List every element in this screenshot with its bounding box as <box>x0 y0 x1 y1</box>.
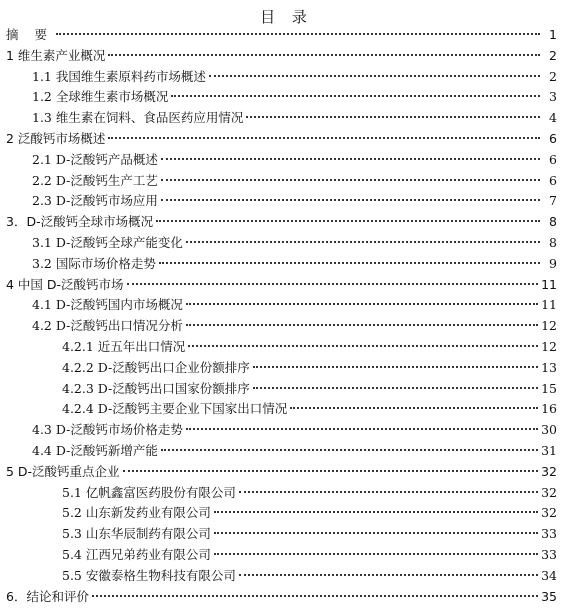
dot-leader <box>290 407 538 409</box>
toc-entry-title: 3.2 国际市场价格走势 <box>32 255 156 271</box>
toc-entry-page-number: 32 <box>541 484 557 500</box>
toc-entry[interactable] <box>0 25 573 46</box>
toc-entry-title: 4.2.2 D-泛酸钙出口企业份额排序 <box>62 359 250 375</box>
toc-entry-page-number: 9 <box>549 255 557 271</box>
toc-title: 目 录 <box>260 8 313 26</box>
toc-entry[interactable] <box>0 420 573 441</box>
dot-leader <box>186 303 538 305</box>
toc-entry-title: 4 中国 D-泛酸钙市场 <box>6 276 124 292</box>
toc-entry-title: 3.1 D-泛酸钙全球产能变化 <box>32 234 183 250</box>
toc-entry-page-number: 1 <box>549 27 557 42</box>
toc-entry-page-number: 33 <box>541 526 557 542</box>
toc-entry-title: 4.2.4 D-泛酸钙主要企业下国家出口情况 <box>62 401 288 417</box>
toc-entry[interactable] <box>0 191 573 212</box>
dot-leader <box>161 179 540 181</box>
toc-entry-title: 5 D-泛酸钙重点企业 <box>6 463 120 479</box>
toc-entry-page-number: 6 <box>549 151 557 167</box>
dot-leader <box>161 158 540 160</box>
toc-entry-page-number: 15 <box>541 380 557 396</box>
toc-entry-page-number: 11 <box>541 297 557 313</box>
toc-entry[interactable] <box>0 108 573 129</box>
dot-leader <box>188 345 538 347</box>
toc-entry-page-number: 3 <box>549 89 557 105</box>
toc-entry-title: 摘 要 <box>6 27 53 42</box>
toc-entry[interactable] <box>0 399 573 420</box>
toc-entry-title: 1.2 全球维生素市场概况 <box>32 89 169 105</box>
toc-list <box>0 25 573 607</box>
toc-entry[interactable] <box>0 483 573 504</box>
toc-entry-page-number: 4 <box>549 110 557 126</box>
toc-entry-page-number: 8 <box>549 214 557 230</box>
toc-entry[interactable] <box>0 337 573 358</box>
toc-entry-title: 4.4 D-泛酸钙新增产能 <box>32 442 158 458</box>
toc-entry-title: 5.5 安徽泰格生物科技有限公司 <box>62 567 236 583</box>
dot-leader <box>239 491 538 493</box>
dot-leader <box>123 470 539 472</box>
dot-leader <box>186 428 538 430</box>
toc-entry-title: 3．D-泛酸钙全球市场概况 <box>6 214 154 230</box>
toc-entry-page-number: 13 <box>541 359 557 375</box>
toc-entry-title: 1 维生素产业概况 <box>6 47 106 63</box>
dot-leader <box>108 54 540 56</box>
toc-entry-title: 2.2 D-泛酸钙生产工艺 <box>32 172 158 188</box>
toc-entry-page-number: 16 <box>541 401 557 417</box>
dot-leader <box>214 553 538 555</box>
toc-entry[interactable] <box>0 587 573 608</box>
toc-entry[interactable] <box>0 233 573 254</box>
toc-entry[interactable] <box>0 129 573 150</box>
dot-leader <box>161 449 538 451</box>
dot-leader <box>214 532 538 534</box>
dot-leader <box>209 75 540 77</box>
toc-entry-page-number: 32 <box>541 463 557 479</box>
dot-leader <box>186 241 540 243</box>
toc-entry-title: 5.2 山东新发药业有限公司 <box>62 505 211 521</box>
toc-entry-page-number: 34 <box>541 567 557 583</box>
dot-leader <box>253 387 538 389</box>
toc-entry-page-number: 31 <box>541 442 557 458</box>
toc-entry-page-number: 11 <box>541 276 557 292</box>
dot-leader <box>239 574 538 576</box>
toc-entry[interactable] <box>0 545 573 566</box>
toc-entry-page-number: 30 <box>541 422 557 438</box>
toc-entry[interactable] <box>0 503 573 524</box>
toc-entry-title: 1.3 维生素在饲料、食品医药应用情况 <box>32 110 244 126</box>
toc-entry-title: 4.2.1 近五年出口情况 <box>62 338 186 354</box>
toc-entry-title: 2 泛酸钙市场概述 <box>6 130 106 146</box>
toc-entry[interactable] <box>0 254 573 275</box>
dot-leader <box>253 366 538 368</box>
dot-leader <box>246 116 540 118</box>
toc-entry-page-number: 12 <box>541 338 557 354</box>
toc-entry[interactable] <box>0 46 573 67</box>
toc-entry-page-number: 33 <box>541 546 557 562</box>
toc-entry-page-number: 2 <box>549 68 557 84</box>
toc-entry-title: 5.4 江西兄弟药业有限公司 <box>62 546 211 562</box>
toc-entry-page-number: 7 <box>549 193 557 209</box>
toc-entry[interactable] <box>0 150 573 171</box>
toc-entry-page-number: 6 <box>549 130 557 146</box>
toc-entry-title: 1.1 我国维生素原料药市场概述 <box>32 68 206 84</box>
dot-leader <box>161 199 540 201</box>
toc-entry-title: 4.1 D-泛酸钙国内市场概况 <box>32 297 183 313</box>
toc-entry-title: 4.3 D-泛酸钙市场价格走势 <box>32 422 183 438</box>
toc-entry[interactable] <box>0 67 573 88</box>
dot-leader <box>92 595 538 597</box>
toc-entry[interactable] <box>0 379 573 400</box>
toc-entry[interactable] <box>0 87 573 108</box>
toc-entry[interactable] <box>0 441 573 462</box>
dot-leader <box>171 95 540 97</box>
toc-entry[interactable] <box>0 566 573 587</box>
toc-entry-title: 2.3 D-泛酸钙市场应用 <box>32 193 158 209</box>
dot-leader <box>186 324 538 326</box>
toc-entry-title: 4.2.3 D-泛酸钙出口国家份额排序 <box>62 380 250 396</box>
toc-entry-title: 5.1 亿帆鑫富医药股份有限公司 <box>62 484 236 500</box>
toc-entry-page-number: 32 <box>541 505 557 521</box>
toc-entry[interactable] <box>0 212 573 233</box>
dot-leader <box>159 262 540 264</box>
dot-leader <box>156 220 540 222</box>
toc-entry[interactable] <box>0 295 573 316</box>
toc-entry-page-number: 2 <box>549 47 557 63</box>
toc-entry-page-number: 35 <box>541 588 557 604</box>
toc-entry-page-number: 12 <box>541 318 557 334</box>
toc-entry[interactable] <box>0 171 573 192</box>
toc-entry[interactable] <box>0 462 573 483</box>
toc-entry[interactable] <box>0 275 573 296</box>
toc-entry-page-number: 8 <box>549 234 557 250</box>
dot-leader <box>56 33 540 35</box>
toc-entry[interactable] <box>0 524 573 545</box>
toc-entry[interactable] <box>0 316 573 337</box>
dot-leader <box>127 283 539 285</box>
toc-entry-title: 5.3 山东华辰制药有限公司 <box>62 526 211 542</box>
toc-entry-title: 6．结论和评价 <box>6 588 89 604</box>
dot-leader <box>108 137 540 139</box>
toc-entry-title: 2.1 D-泛酸钙产品概述 <box>32 151 158 167</box>
toc-entry[interactable] <box>0 358 573 379</box>
dot-leader <box>214 511 538 513</box>
toc-entry-title: 4.2 D-泛酸钙出口情况分析 <box>32 318 183 334</box>
toc-entry-page-number: 6 <box>549 172 557 188</box>
